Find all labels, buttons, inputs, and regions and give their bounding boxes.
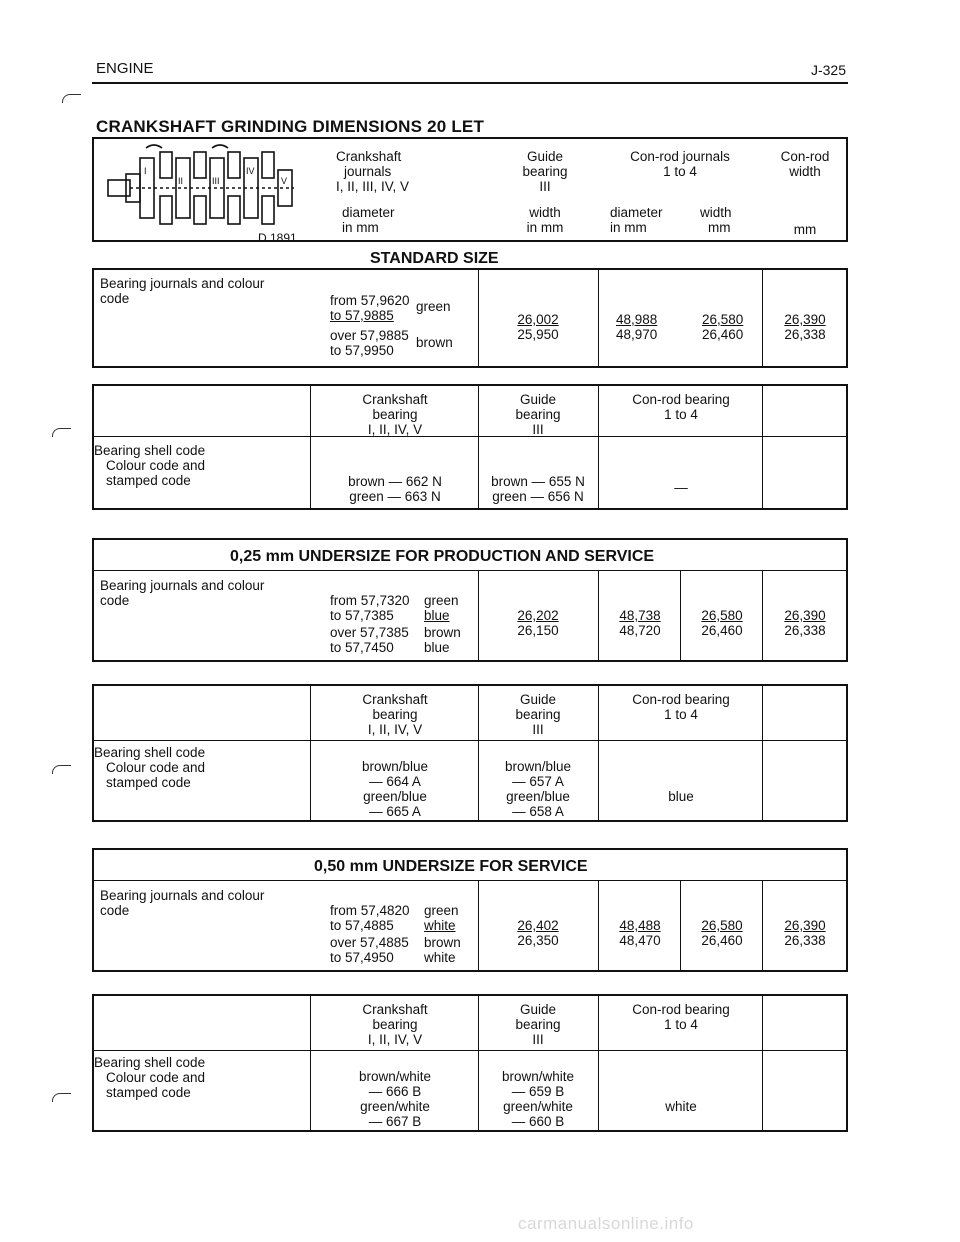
divider bbox=[762, 384, 763, 510]
under025-conrod-w: 26,390 26,338 bbox=[784, 608, 826, 638]
standard-shell-conrod: — bbox=[674, 480, 688, 495]
margin-mark bbox=[52, 428, 71, 437]
under025-label: Bearing journals and colour code bbox=[100, 578, 265, 608]
divider bbox=[762, 268, 763, 368]
divider bbox=[598, 684, 599, 822]
divider bbox=[762, 570, 763, 662]
header-section: ENGINE bbox=[96, 60, 154, 77]
divider bbox=[478, 684, 479, 822]
under050-conrod-diameter: 48,488 48,470 bbox=[619, 918, 661, 948]
under050-conrod-w: 26,390 26,338 bbox=[784, 918, 826, 948]
divider bbox=[478, 994, 479, 1132]
standard-conrod-w: 26,390 26,338 bbox=[784, 312, 826, 342]
margin-mark bbox=[52, 765, 71, 774]
figure-label-v: V bbox=[281, 176, 288, 186]
divider bbox=[680, 880, 681, 972]
under025-shell-guide: brown/blue — 657 A green/blue — 658 A bbox=[504, 759, 572, 819]
under050-title: 0,50 mm UNDERSIZE FOR SERVICE bbox=[314, 858, 588, 875]
divider bbox=[92, 570, 848, 571]
crankshaft-diagram bbox=[104, 144, 300, 234]
standard-shell-conrod-head: Con-rod bearing 1 to 4 bbox=[632, 392, 730, 422]
under050-ranges: from 57,4820 green to 57,4885 white over 57,4885 brown to 57,4950 white bbox=[330, 903, 461, 965]
standard-title: STANDARD SIZE bbox=[370, 250, 499, 267]
standard-conrod-diameter: 48,988 48,970 bbox=[616, 312, 658, 342]
under025-title: 0,25 mm UNDERSIZE FOR PRODUCTION AND SERVICE bbox=[230, 548, 655, 565]
divider bbox=[680, 570, 681, 662]
under025-shell-label: Bearing shell code Colour code and stamped code bbox=[94, 745, 206, 790]
col-crankshaft-diameter: diameter in mm bbox=[342, 205, 395, 235]
divider bbox=[92, 740, 848, 741]
under050-shell-guide: brown/white — 659 B green/white — 660 B bbox=[501, 1069, 575, 1129]
divider bbox=[310, 684, 311, 822]
under050-label: Bearing journals and colour code bbox=[100, 888, 265, 918]
standard-label: Bearing journals and colour code bbox=[100, 276, 265, 306]
standard-colour-2: brown bbox=[416, 335, 453, 350]
under025-shell-conrod: blue bbox=[668, 789, 694, 804]
col-crankshaft-head: Crankshaft journals I, II, III, IV, V bbox=[336, 149, 410, 194]
standard-range-2: over 57,9885 to 57,9950 bbox=[330, 328, 409, 358]
standard-guide-width: 26,002 25,950 bbox=[517, 312, 559, 342]
divider bbox=[310, 384, 311, 510]
standard-colour-1: green bbox=[416, 299, 451, 314]
standard-shell-label: Bearing shell code Colour code and stamped code bbox=[94, 443, 206, 488]
col-conrod-diameter: diameter in mm bbox=[610, 205, 663, 235]
watermark: carmanualsonline.info bbox=[518, 1214, 694, 1233]
under025-ranges: from 57,7320 green to 57,7385 blue over 57,7385 brown to 57,7450 blue bbox=[330, 593, 461, 655]
under025-shell-conrod-head: Con-rod bearing 1 to 4 bbox=[632, 692, 730, 722]
divider bbox=[478, 384, 479, 510]
divider bbox=[478, 570, 479, 662]
under050-guide-width: 26,402 26,350 bbox=[517, 918, 559, 948]
under025-shell-guide-head: Guide bearing III bbox=[515, 692, 561, 737]
under025-conrod-width: 26,580 26,460 bbox=[701, 608, 743, 638]
divider bbox=[762, 994, 763, 1132]
figure-label-iii: III bbox=[212, 176, 220, 186]
col-conrod-w-head: Con-rod width bbox=[780, 149, 830, 179]
under050-conrod-width: 26,580 26,460 bbox=[701, 918, 743, 948]
col-conrod-width: width mm bbox=[700, 205, 732, 235]
standard-shell-guide-head: Guide bearing III bbox=[515, 392, 561, 437]
divider bbox=[598, 880, 599, 972]
under050-shell-guide-head: Guide bearing III bbox=[515, 1002, 561, 1047]
divider bbox=[310, 994, 311, 1132]
under050-shell-conrod-head: Con-rod bearing 1 to 4 bbox=[632, 1002, 730, 1032]
divider bbox=[598, 994, 599, 1132]
col-conrod-w-unit: mm bbox=[793, 222, 817, 237]
divider bbox=[762, 880, 763, 972]
divider bbox=[92, 880, 848, 881]
col-guide-width: width in mm bbox=[526, 205, 564, 235]
col-guide-head: Guide bearing III bbox=[522, 149, 568, 194]
standard-range-1: from 57,9620 to 57,9885 bbox=[330, 293, 410, 323]
figure-label-i: I bbox=[144, 166, 147, 176]
standard-shell-crank: brown — 662 N green — 663 N bbox=[348, 474, 442, 504]
divider bbox=[598, 268, 599, 368]
page-number: J-325 bbox=[810, 62, 846, 78]
under025-shell-crank-head: Crankshaft bearing I, II, IV, V bbox=[362, 692, 428, 737]
under050-shell-crank: brown/white — 666 B green/white — 667 B bbox=[358, 1069, 432, 1129]
divider bbox=[478, 268, 479, 368]
divider bbox=[598, 384, 599, 510]
margin-mark bbox=[52, 1093, 71, 1102]
under050-shell-label: Bearing shell code Colour code and stamped code bbox=[94, 1055, 206, 1100]
under050-shell-conrod: white bbox=[665, 1099, 697, 1114]
divider bbox=[478, 880, 479, 972]
figure-label-ii: II bbox=[178, 176, 184, 186]
under025-conrod-diameter: 48,738 48,720 bbox=[619, 608, 661, 638]
figure-id: D 1891 bbox=[258, 231, 297, 245]
under025-shell-crank: brown/blue — 664 A green/blue — 665 A bbox=[361, 759, 429, 819]
under050-shell-crank-head: Crankshaft bearing I, II, IV, V bbox=[362, 1002, 428, 1047]
standard-conrod-width: 26,580 26,460 bbox=[702, 312, 744, 342]
standard-shell-guide: brown — 655 N green — 656 N bbox=[491, 474, 585, 504]
figure-label-iv: IV bbox=[246, 166, 255, 176]
page-title: CRANKSHAFT GRINDING DIMENSIONS 20 LET bbox=[96, 117, 485, 136]
col-conrod-head: Con-rod journals 1 to 4 bbox=[630, 149, 730, 179]
standard-shell-crank-head: Crankshaft bearing I, II, IV, V bbox=[362, 392, 428, 437]
header-rule bbox=[92, 82, 848, 84]
divider bbox=[762, 684, 763, 822]
under025-guide-width: 26,202 26,150 bbox=[517, 608, 559, 638]
margin-mark bbox=[62, 94, 81, 103]
divider bbox=[92, 1050, 848, 1051]
divider bbox=[598, 570, 599, 662]
